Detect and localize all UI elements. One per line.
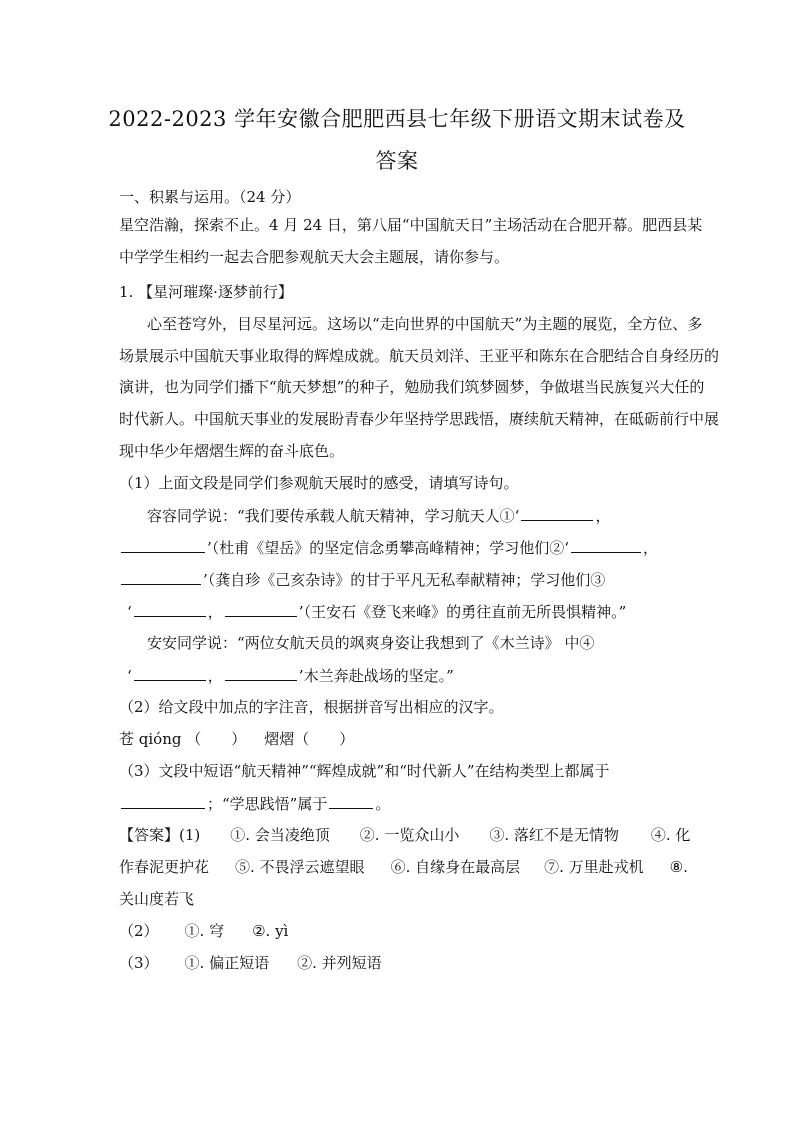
- answer-line-5: [119, 953, 679, 973]
- comma: ，: [207, 667, 223, 685]
- answer-item-4-cont: 作春泥更护花: [119, 858, 210, 876]
- subquestion-1: （1）上面文段是同学们参观航天展时的感受，请填写诗句。: [119, 474, 519, 492]
- passage-line-3: 演讲，也为同学们播下“航天梦想”的种子，勉励我们筑梦圆梦，争做堪当民族复兴大任的: [119, 378, 705, 396]
- fill-line-6: [119, 665, 679, 686]
- passage-line-4: 时代新人。中国航天事业的发展盼青春少年坚持学思践悟，赓续航天精神，在砥砺前行中展: [119, 410, 720, 428]
- answer-item-3: ③. 落红不是无情物: [489, 826, 619, 844]
- answer-item-1: ①. 会当凌绝顶: [230, 826, 330, 844]
- answer-item-5: ⑤. 不畏浮云遮望眼: [235, 858, 365, 876]
- fill-text: ’木兰奔赴战场的坚定。”: [298, 667, 454, 685]
- answer-blank-6[interactable]: [225, 601, 297, 617]
- answer-3-label: （3）: [119, 954, 159, 972]
- quote-mark: ‘: [127, 603, 132, 621]
- answer-blank-4[interactable]: [121, 569, 201, 585]
- pinyin-item-2: 熠熠（ ）: [264, 730, 355, 748]
- answer-blank-7[interactable]: [134, 665, 206, 681]
- intro-line-1: 星空浩瀚，探索不止。4 月 24 日，第八届“中国航天日”主场活动在合肥开幕。肥西县某: [119, 216, 703, 234]
- answer-blank-5[interactable]: [134, 601, 206, 617]
- subquestion-2: （2）给文段中加点的字注音，根据拼音写出相应的汉字。: [119, 698, 504, 716]
- answer-item-7: ⑦. 万里赴戎机: [544, 858, 644, 876]
- answer-item-8: ⑧.: [669, 858, 688, 876]
- answer-blank-1[interactable]: [521, 505, 593, 521]
- passage-line-5: 现中华少年熠熠生辉的奋斗底色。: [119, 442, 345, 460]
- answer-3-item-2: ②. 并列短语: [297, 954, 382, 972]
- fill-text: ’（龚自珍《己亥杂诗》的甘于平凡无私奉献精神；学习他们③: [203, 571, 606, 589]
- answer-blank-8[interactable]: [225, 665, 297, 681]
- comma: ，: [207, 603, 223, 621]
- answer-line-3: 关山度若飞: [119, 890, 195, 908]
- passage-line-1: 心至苍穹外，目尽星河远。这场以“走向世界的中国航天”为主题的展览，全方位、多: [147, 315, 703, 333]
- answer-blank-2[interactable]: [121, 537, 205, 553]
- page-title-line1: 2022-2023 学年安徽合肥肥西县七年级下册语文期末试卷及: [108, 107, 686, 131]
- answer-3-item-1: ①. 偏正短语: [184, 954, 270, 972]
- answer-line-2: [119, 857, 688, 877]
- answer-2-item-2: ②. yì: [252, 922, 289, 940]
- answer-label: 【答案】(1): [119, 826, 201, 844]
- answer-item-4: ④. 化: [650, 826, 691, 844]
- fill-text: 容容同学说：“我们要传承载人航天精神，学习航天人①‘: [147, 507, 520, 525]
- page-title-line2: 答案: [375, 149, 419, 173]
- comma: ，: [643, 539, 659, 557]
- answer-2-item-1: ①. 穹: [184, 922, 225, 940]
- passage-line-2: 场景展示中国航天事业取得的辉煌成就。航天员刘洋、王亚平和陈东在合肥结合自身经历的: [119, 347, 720, 365]
- subquestion-3: （3）文段中短语“航天精神”“辉煌成就”和“时代新人”在结构类型上都属于: [119, 762, 610, 780]
- answer-line-4: [119, 921, 679, 941]
- comma: ，: [595, 507, 611, 525]
- fill-line-2: [119, 537, 679, 558]
- fill-line-5: 安安同学说：“两位女航天员的飒爽身姿让我想到了《木兰诗》 中④: [147, 634, 595, 652]
- fill-text: ’（王安石《登飞来峰》的勇往直前无所畏惧精神。”: [298, 603, 627, 621]
- fill-text: 。: [375, 795, 391, 813]
- quote-mark: ‘: [127, 667, 132, 685]
- fill-line-3: [119, 569, 679, 590]
- intro-line-2: 中学学生相约一起去合肥参观航天大会主题展，请你参与。: [119, 248, 510, 266]
- answer-blank-10[interactable]: [329, 793, 373, 809]
- fill-text: ’（杜甫《望岳》的坚定信念勇攀高峰精神；学习他们②‘: [207, 539, 570, 557]
- pinyin-line: [119, 729, 679, 749]
- fill-text: ；“学思践悟”属于: [207, 795, 328, 813]
- answer-line-1: [119, 825, 691, 845]
- answer-item-6: ⑥. 自缘身在最高层: [390, 858, 521, 876]
- answer-blank-9[interactable]: [121, 793, 205, 809]
- pinyin-item-1: 苍 qióng （ ）: [119, 730, 247, 748]
- fill-line-4: [119, 601, 679, 622]
- section-heading: 一、积累与运用。（24 分）: [119, 188, 301, 206]
- answer-blank-3[interactable]: [571, 537, 641, 553]
- subquestion-3-blanks: [119, 793, 679, 814]
- answer-item-2: ②. 一览众山小: [359, 826, 460, 844]
- question-1-label: 1. 【星河璀璨·逐梦前行】: [119, 283, 293, 301]
- fill-line-1: [147, 505, 707, 526]
- answer-2-label: （2）: [119, 922, 159, 940]
